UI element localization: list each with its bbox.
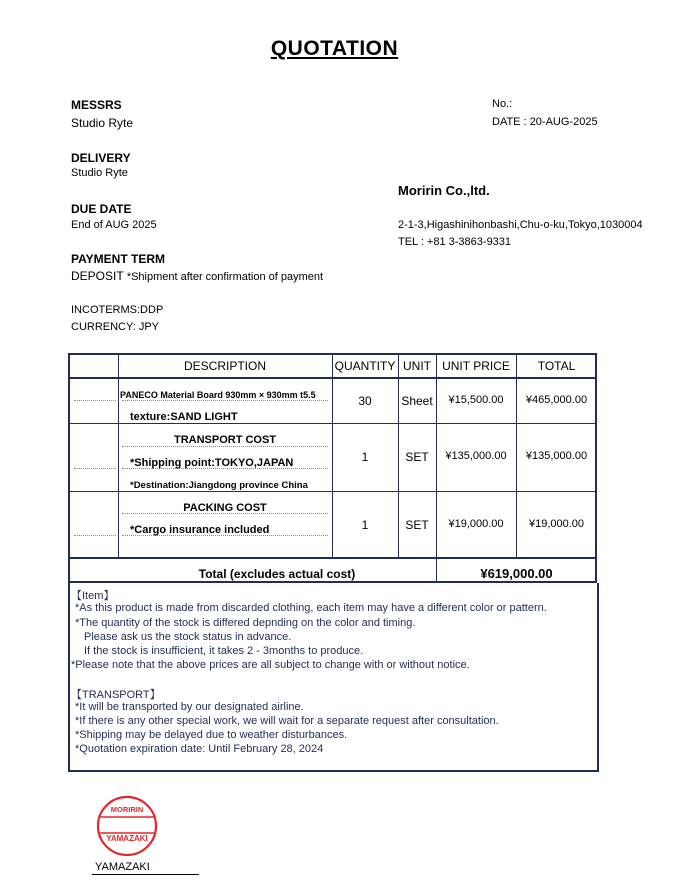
row1-unit: Sheet bbox=[401, 394, 433, 408]
row1-quantity: 30 bbox=[358, 394, 372, 408]
row1-total: ¥465,000.00 bbox=[525, 394, 588, 406]
row3-unit: SET bbox=[405, 518, 429, 532]
stamp-top-text: MORIRIN bbox=[110, 805, 144, 814]
messrs-label: MESSRS bbox=[71, 98, 122, 112]
company-address: 2-1-3,Higashinihonbashi,Chu-o-ku,Tokyo,1030004 bbox=[398, 219, 643, 231]
currency: CURRENCY: JPY bbox=[71, 321, 160, 333]
delivery-label: DELIVERY bbox=[71, 151, 131, 165]
messrs-value: Studio Ryte bbox=[71, 116, 134, 130]
transport-note: *It will be transported by our designated airline. bbox=[75, 701, 304, 713]
document-title: QUOTATION bbox=[270, 37, 399, 60]
header-quantity: QUANTITY bbox=[334, 359, 396, 373]
row1-description-line2: texture:SAND LIGHT bbox=[130, 411, 238, 423]
row2-unit-price: ¥135,000.00 bbox=[445, 450, 507, 462]
item-note: *Please note that the above prices are all subject to change with or without notice. bbox=[71, 659, 470, 671]
stamp-bottom-text: YAMAZAKI bbox=[106, 834, 148, 843]
row3-unit-price: ¥19,000.00 bbox=[448, 518, 504, 530]
row3-description-line1: PACKING COST bbox=[183, 502, 267, 514]
header-unit-price: UNIT PRICE bbox=[442, 359, 510, 373]
row3-description-line2: *Cargo insurance included bbox=[130, 524, 270, 536]
deposit-label: DEPOSIT bbox=[71, 269, 124, 283]
item-note: *As this product is made from discarded clothing, each item may have a different color or pattern. bbox=[75, 602, 547, 614]
payment-term-value bbox=[71, 269, 323, 283]
row3-quantity: 1 bbox=[361, 518, 369, 532]
item-note: *The quantity of the stock is differed depnding on the color and timing. bbox=[75, 617, 416, 629]
delivery-value: Studio Ryte bbox=[71, 167, 128, 179]
transport-note: *Shipping may be delayed due to weather disturbances. bbox=[75, 729, 348, 741]
row2-total: ¥135,000.00 bbox=[525, 450, 588, 462]
signature-line bbox=[92, 874, 199, 875]
transport-heading: 【TRANSPORT】 bbox=[71, 689, 161, 701]
row2-quantity: 1 bbox=[361, 450, 369, 464]
quotation-table bbox=[68, 353, 597, 583]
row1-unit-price: ¥15,500.00 bbox=[448, 394, 504, 406]
due-date-value: End of AUG 2025 bbox=[71, 219, 157, 231]
quote-number-label: No.: bbox=[492, 98, 513, 110]
notes-box bbox=[68, 583, 599, 772]
incoterms: INCOTERMS:DDP bbox=[71, 304, 164, 316]
row1-description-line1: PANECO Material Board 930mm × 930mm t5.5 bbox=[120, 390, 316, 400]
header-description: DESCRIPTION bbox=[183, 359, 266, 373]
transport-note: *If there is any other special work, we will wait for a separate request after consultation. bbox=[75, 715, 499, 727]
company-stamp bbox=[96, 795, 158, 857]
row2-description-line2: *Shipping point:TOKYO,JAPAN bbox=[130, 457, 294, 469]
row2-description-line3: *Destination:Jiangdong province China bbox=[130, 480, 308, 491]
total-value: ¥619,000.00 bbox=[480, 566, 553, 581]
transport-note: *Quotation expiration date: Until February 28, 2024 bbox=[75, 743, 324, 755]
payment-term-label: PAYMENT TERM bbox=[71, 252, 166, 266]
payment-note: *Shipment after confirmation of payment bbox=[126, 271, 324, 283]
item-note: If the stock is insufficient, it takes 2 - 3months to produce. bbox=[84, 645, 364, 657]
header-unit: UNIT bbox=[403, 359, 431, 373]
header-total: TOTAL bbox=[537, 359, 576, 373]
quote-date: DATE : 20-AUG-2025 bbox=[492, 116, 598, 128]
row2-description-line1: TRANSPORT COST bbox=[173, 434, 277, 446]
item-note: Please ask us the stock status in advance. bbox=[84, 631, 292, 643]
row3-total: ¥19,000.00 bbox=[528, 518, 585, 530]
total-label: Total (excludes actual cost) bbox=[198, 567, 356, 581]
signature-name: YAMAZAKI bbox=[95, 861, 150, 873]
due-date-label: DUE DATE bbox=[71, 202, 132, 216]
company-name: Moririn Co.,ltd. bbox=[398, 183, 490, 198]
item-heading: 【Item】 bbox=[71, 590, 115, 602]
row2-unit: SET bbox=[405, 450, 429, 464]
company-tel: TEL : +81 3-3863-9331 bbox=[398, 236, 512, 248]
